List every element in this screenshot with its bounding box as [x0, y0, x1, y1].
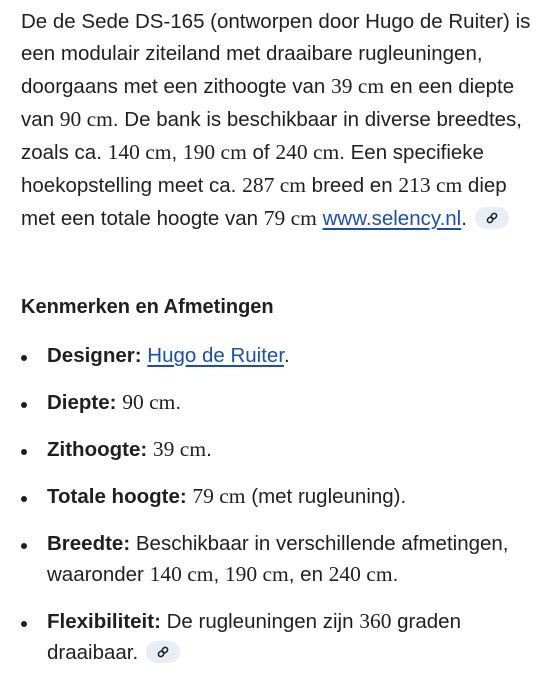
bullet-dot: [21, 496, 27, 502]
item-text: De rugleuningen zijn: [160, 610, 360, 633]
item-text: .: [175, 391, 182, 414]
width-value: 140 cm: [107, 140, 172, 164]
width-value: 240 cm: [328, 562, 393, 586]
source-link[interactable]: www.selency.nl: [322, 207, 462, 230]
total-height-value: 79 cm: [263, 206, 317, 230]
rotation-value: 360: [359, 609, 392, 633]
seat-height-value: 39 cm: [331, 74, 385, 98]
seat-height-value: 39 cm: [152, 437, 207, 461]
item-text: (met rugleuning).: [245, 485, 407, 508]
item-text: .: [206, 438, 212, 461]
list-item-seat-height: [21, 434, 551, 465]
list-item-designer: [21, 340, 551, 371]
total-height-value: 79 cm: [192, 484, 246, 508]
intro-text: .: [461, 207, 467, 230]
corner-depth-value: 213 cm: [398, 173, 463, 197]
width-value: 190 cm: [182, 140, 247, 164]
item-label: Totale hoogte:: [47, 485, 187, 508]
intro-text: diep met een totale hoogte van: [21, 174, 507, 230]
intro-text: breed en: [305, 174, 399, 197]
item-text: .: [392, 563, 399, 586]
link-icon: [485, 211, 499, 225]
item-label: Flexibiliteit:: [47, 610, 161, 633]
item-text: ,: [213, 563, 225, 586]
features-list: [21, 340, 551, 668]
list-item-width: [21, 528, 551, 590]
depth-value: 90 cm: [122, 390, 176, 414]
width-value: 240 cm: [275, 140, 340, 164]
intro-text: . Een specifieke hoekopstelling meet ca.: [21, 141, 484, 197]
item-text: Beschikbaar in verschillende afmetingen, waaronder: [47, 532, 509, 586]
intro-text: De de Sede DS-165 (ontworpen door Hugo de Ruiter) is een modulair ziteiland met draaibare rugleuningen, doorgaans met een zithoogte van: [21, 10, 531, 98]
corner-width-value: 287 cm: [242, 173, 306, 197]
width-value: 140 cm: [149, 562, 214, 586]
bullet-dot: [21, 355, 27, 361]
designer-link[interactable]: Hugo de Ruiter: [147, 344, 285, 367]
item-label: Designer:: [47, 344, 142, 367]
list-item-total-height: [21, 481, 551, 512]
bullet-dot: [21, 402, 27, 408]
bullet-dot: [21, 543, 27, 549]
item-text: graden draaibaar.: [47, 610, 461, 664]
source-link-chip[interactable]: [146, 641, 180, 663]
bullet-dot: [21, 449, 27, 455]
intro-text: of: [246, 141, 276, 164]
intro-text: en een diepte van: [21, 75, 515, 131]
source-link-chip[interactable]: [475, 207, 509, 229]
item-label: Zithoogte:: [47, 438, 148, 461]
item-label: Breedte:: [47, 532, 131, 555]
item-text: .: [284, 344, 290, 367]
intro-text: ,: [171, 141, 183, 164]
depth-value: 90 cm: [59, 107, 113, 131]
item-label: Diepte:: [47, 391, 117, 414]
link-icon: [156, 645, 170, 659]
section-heading: Kenmerken en Afmetingen: [21, 296, 274, 318]
intro-text: . De bank is beschikbaar in diverse breedtes, zoals ca.: [21, 108, 522, 164]
answer-content: [21, 6, 541, 664]
intro-paragraph: [21, 6, 541, 235]
bullet-dot: [21, 621, 27, 627]
list-item-flexibility: [21, 606, 551, 668]
list-item-depth: [21, 387, 551, 418]
item-text: , en: [288, 563, 329, 586]
width-value: 190 cm: [224, 562, 289, 586]
